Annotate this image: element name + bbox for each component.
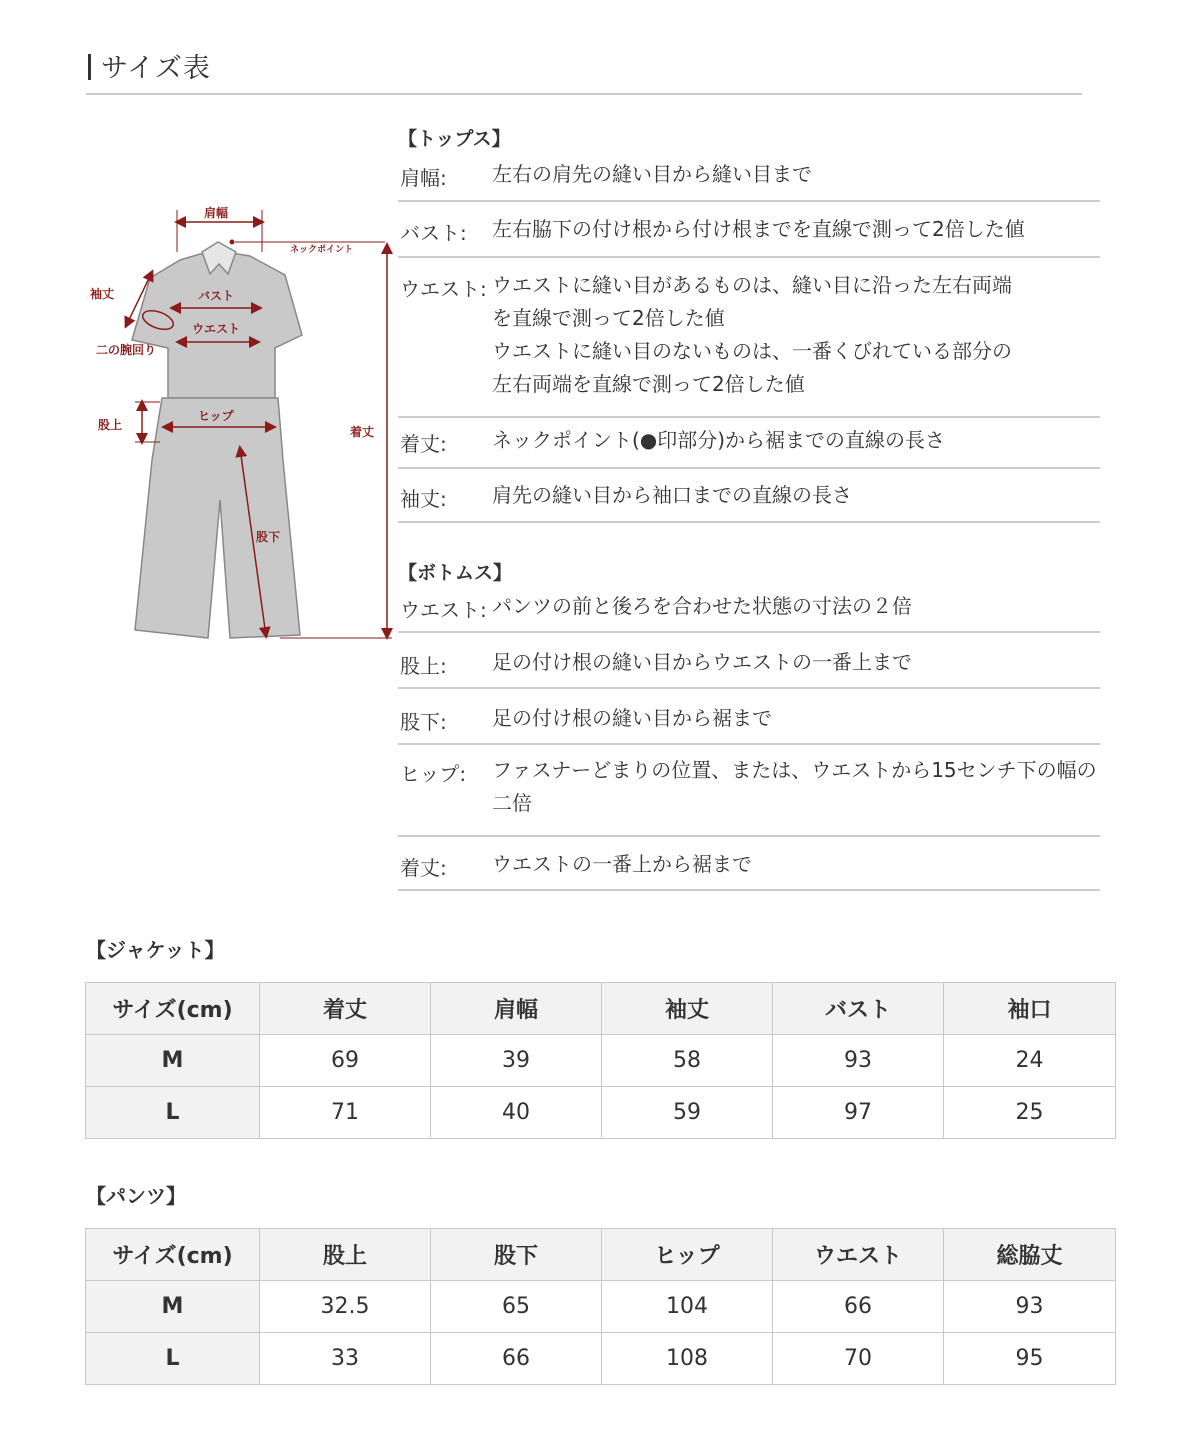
jacket-size-table [85, 982, 1116, 1139]
jacket-table-title: 【ジャケット】 [86, 938, 225, 962]
row-key: 着丈: [400, 856, 447, 880]
pants-table-title: 【パンツ】 [86, 1184, 186, 1208]
pants-shape [135, 398, 300, 638]
row-value: 足の付け根の縫い目からウエストの一番上まで [492, 650, 912, 674]
label-sodetake: 袖丈 [90, 287, 115, 301]
row-value: 左右の肩先の縫い目から縫い目まで [492, 162, 812, 186]
page-title-text: サイズ表 [101, 53, 211, 84]
table-cell-size: M [86, 1035, 260, 1087]
table-cell: 66 [773, 1281, 944, 1333]
row-key: 肩幅: [400, 166, 447, 190]
row-key: ヒップ: [400, 762, 467, 786]
row-value: ファスナーどまりの位置、または、ウエストから15センチ下の幅の 二倍 [492, 758, 1097, 815]
table-header: 肩幅 [431, 983, 602, 1035]
row-value: 肩先の縫い目から袖口までの直線の長さ [492, 483, 852, 507]
table-header: 袖口 [944, 983, 1116, 1035]
table-cell: 70 [773, 1333, 944, 1385]
table-cell-size: M [86, 1281, 260, 1333]
table-row [86, 1087, 1116, 1139]
table-cell: 95 [944, 1333, 1116, 1385]
row-value: ウエストの一番上から裾まで [492, 852, 752, 876]
row-key: ウエスト: [400, 598, 487, 622]
row-value: ネックポイント(●印部分)から裾までの直線の長さ [492, 428, 946, 452]
table-cell: 25 [944, 1087, 1116, 1139]
row-key: ウエスト: [400, 277, 487, 301]
pants-size-table [85, 1228, 1116, 1385]
table-cell-size: L [86, 1333, 260, 1385]
table-cell: 93 [944, 1281, 1116, 1333]
row-key: 着丈: [400, 432, 447, 456]
label-ninowaki: 二の腕回り [96, 343, 157, 357]
table-header: 袖丈 [602, 983, 773, 1035]
title-bar [88, 54, 91, 80]
bottoms-row [398, 650, 1100, 689]
title-divider [86, 93, 1082, 95]
garment-diagram [80, 190, 400, 660]
table-cell: 39 [431, 1035, 602, 1087]
bottoms-heading: 【ボトムス】 [398, 562, 513, 584]
row-key: 股上: [400, 654, 447, 678]
table-cell: 104 [602, 1281, 773, 1333]
bottoms-row [398, 758, 1100, 837]
table-cell: 24 [944, 1035, 1116, 1087]
page-title [88, 46, 211, 85]
table-cell: 97 [773, 1087, 944, 1139]
table-cell: 40 [431, 1087, 602, 1139]
label-katahaba: 肩幅 [204, 206, 229, 220]
row-value: パンツの前と後ろを合わせた状態の寸法の２倍 [492, 594, 912, 618]
table-cell: 65 [431, 1281, 602, 1333]
tops-row [398, 483, 1100, 523]
label-bust: バスト [198, 289, 235, 303]
table-cell: 71 [260, 1087, 431, 1139]
table-cell: 108 [602, 1333, 773, 1385]
table-row [86, 1281, 1116, 1333]
table-cell: 32.5 [260, 1281, 431, 1333]
label-matagami: 股上 [98, 418, 123, 432]
table-row [86, 1035, 1116, 1087]
table-cell: 33 [260, 1333, 431, 1385]
table-header: バスト [773, 983, 944, 1035]
label-hip: ヒップ [198, 409, 234, 423]
label-waist: ウエスト [192, 322, 241, 336]
tops-row [398, 273, 1100, 418]
row-key: バスト: [400, 221, 467, 245]
table-header: ヒップ [602, 1229, 773, 1281]
table-header: 着丈 [260, 983, 431, 1035]
row-key: 袖丈: [400, 487, 447, 511]
label-matashita: 股下 [256, 530, 281, 544]
tops-row [398, 217, 1100, 258]
table-cell: 58 [602, 1035, 773, 1087]
tops-heading: 【トップス】 [398, 128, 511, 150]
table-cell-size: L [86, 1087, 260, 1139]
row-value: 足の付け根の縫い目から裾まで [492, 706, 772, 730]
tops-row [398, 162, 1100, 202]
row-value: 左右脇下の付け根から付け根までを直線で測って2倍した値 [492, 217, 1025, 241]
table-header: 総脇丈 [944, 1229, 1116, 1281]
bottoms-row [398, 594, 1100, 633]
table-cell: 66 [431, 1333, 602, 1385]
neck-point-dot [230, 240, 235, 245]
table-header-row [86, 983, 1116, 1035]
table-row [86, 1333, 1116, 1385]
table-header: サイズ(cm) [86, 1229, 260, 1281]
label-kitake: 着丈 [350, 425, 375, 439]
row-value: ウエストに縫い目があるものは、縫い目に沿った左右両端 を直線で測って2倍した値 ウエストに縫い目のないものは、一番くびれている部分の 左右両端を直線で測って2倍した値 [492, 273, 1012, 396]
table-header-row [86, 1229, 1116, 1281]
bottoms-row [398, 852, 1100, 891]
table-header: 股下 [431, 1229, 602, 1281]
table-cell: 69 [260, 1035, 431, 1087]
table-header: ウエスト [773, 1229, 944, 1281]
table-cell: 59 [602, 1087, 773, 1139]
tops-row [398, 428, 1100, 469]
label-neck-point: ネックポイント [290, 245, 354, 255]
row-key: 股下: [400, 710, 447, 734]
table-header: 股上 [260, 1229, 431, 1281]
table-header: サイズ(cm) [86, 983, 260, 1035]
bottoms-row [398, 706, 1100, 745]
table-cell: 93 [773, 1035, 944, 1087]
